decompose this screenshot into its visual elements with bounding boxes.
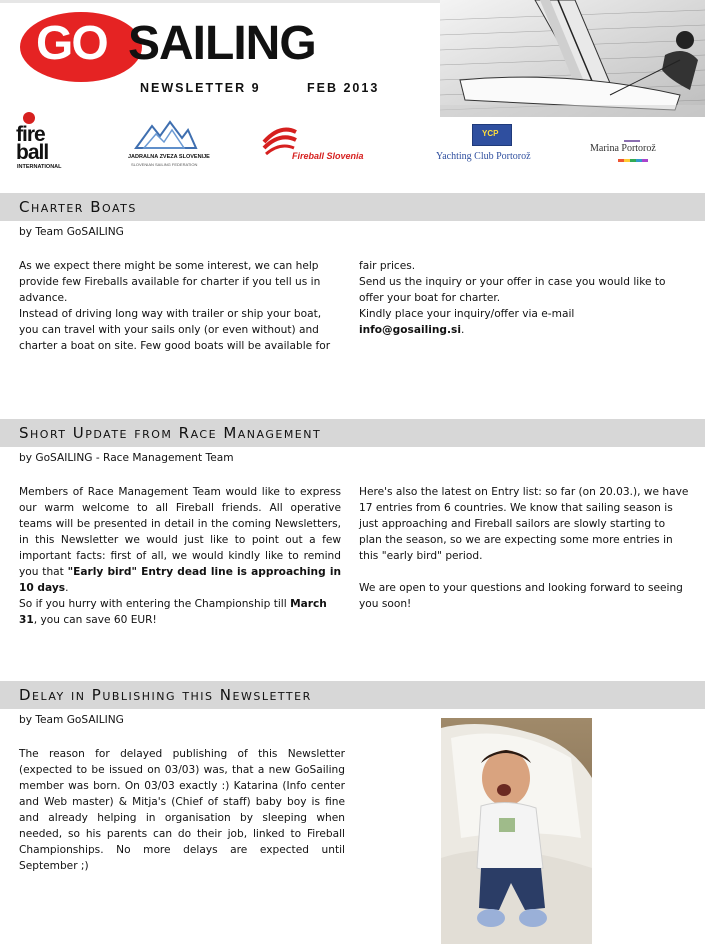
section-race-byline: by GoSAILING - Race Management Team [19, 452, 234, 464]
race-deadline-date: March 31 [19, 598, 327, 626]
section-charter-byline: by Team GoSAILING [19, 226, 124, 238]
marina-portoroz-logo [588, 128, 688, 168]
fireball-slovenia-logo [260, 122, 385, 167]
jzs-line1: JADRALNA ZVEZA SLOVENIJE [128, 154, 210, 160]
charter-right-p2: Send us the inquiry or your offer in case you would like to offer your boat for charter. [359, 276, 666, 304]
newsletter-date: FEB 2013 [307, 81, 380, 95]
ycp-text: Yachting Club Portorož [436, 151, 531, 162]
fireball-slovenia-text: Fireball Slovenia [292, 151, 364, 161]
race-right-p2: We are open to your questions and looking forward to seeing you soon! [359, 582, 683, 610]
race-early-bird-deadline: "Early bird" Entry dead line is approaching in 10 days [19, 566, 341, 594]
charter-left-column [19, 258, 341, 354]
race-left-p2-start: So if you hurry with entering the Championship till [19, 598, 287, 610]
mountains-icon [134, 120, 198, 150]
delay-text: The reason for delayed publishing of this Newsletter (expected to be issued on 03/03) was, that a new GoSailing member was born. On 03/03 exactly :) Katarina (Info center and Web master) & Mitja's (Chief of staff) baby boy is fine and already helping in organisation by sleeping when needed, so his parents can do their job, linked to Fireball Championships. No more delays are expected until September ;) [19, 748, 345, 872]
ycp-flag-text: YCP [482, 129, 499, 138]
marina-emblem-icon [624, 128, 640, 142]
marina-text: Marina Portorož [590, 143, 656, 154]
jzs-line2: SLOVENIAN SAILING FEDERATION [131, 162, 198, 167]
charter-email-end: . [460, 324, 465, 336]
fireball-international-text: INTERNATIONAL [17, 164, 62, 170]
race-left-p2 [19, 596, 341, 628]
race-left-column [19, 484, 341, 628]
delay-left-column [19, 746, 345, 874]
sailing-sketch-image [440, 0, 705, 117]
charter-left-p2: Instead of driving long way with trailer or ship your boat, you can travel with your sails only (or even without) and charter a boat on site. Few good boats will be available for [19, 308, 331, 352]
race-left-p2-end: , you can save 60 EUR! [33, 614, 157, 626]
section-delay-byline: by Team GoSAILING [19, 714, 124, 726]
race-left-intro: Members of Race Management Team would like to express our warm welcome to all Fireball friends. All operative teams will be presented in detail in the coming Newsletters, in this Newsletter we would just like to point out a few important facts: first of all, we would kindly like to remind you that [19, 486, 341, 578]
fireball-top-text: fire [16, 123, 45, 146]
top-rule [0, 0, 440, 3]
section-delay-title: Delay in Publishing this Newsletter [19, 686, 312, 704]
charter-right-column [359, 258, 689, 338]
race-left-p1 [19, 484, 341, 596]
yacht-club-portoroz-logo [436, 124, 546, 166]
charter-email-line [359, 322, 689, 338]
jzs-logo [128, 120, 210, 170]
section-charter-title: Charter Boats [19, 198, 137, 216]
marina-color-dots [618, 159, 648, 162]
charter-right-p1: fair prices. [359, 260, 416, 272]
logo-go-text: GO [36, 17, 107, 70]
newsletter-number: NEWSLETTER 9 [140, 81, 261, 95]
logo-sailing-text: SAILING [128, 17, 316, 70]
baby-photo-image [441, 718, 592, 944]
race-right-p1: Here's also the latest on Entry list: so far (on 20.03.), we have 17 entries from 6 countries. We know that sailing season is just approaching and Fireball sailors are slowly starting to plan the season, so we are expecting some more entries in this "early bird" period. [359, 486, 689, 562]
charter-left-p1: As we expect there might be some interest, we can help provide few Fireballs available for charter if you tell us in advance. [19, 260, 321, 304]
charter-right-p3: Kindly place your inquiry/offer via e-mail [359, 308, 575, 320]
fireball-bottom-text: ball [16, 141, 49, 164]
fireball-international-logo [16, 112, 76, 174]
race-right-column [359, 484, 689, 612]
section-race-title: Short Update from Race Management [19, 424, 322, 442]
race-left-bold-end: . [65, 582, 69, 594]
charter-email-link[interactable]: info@gosailing.si [359, 324, 461, 336]
